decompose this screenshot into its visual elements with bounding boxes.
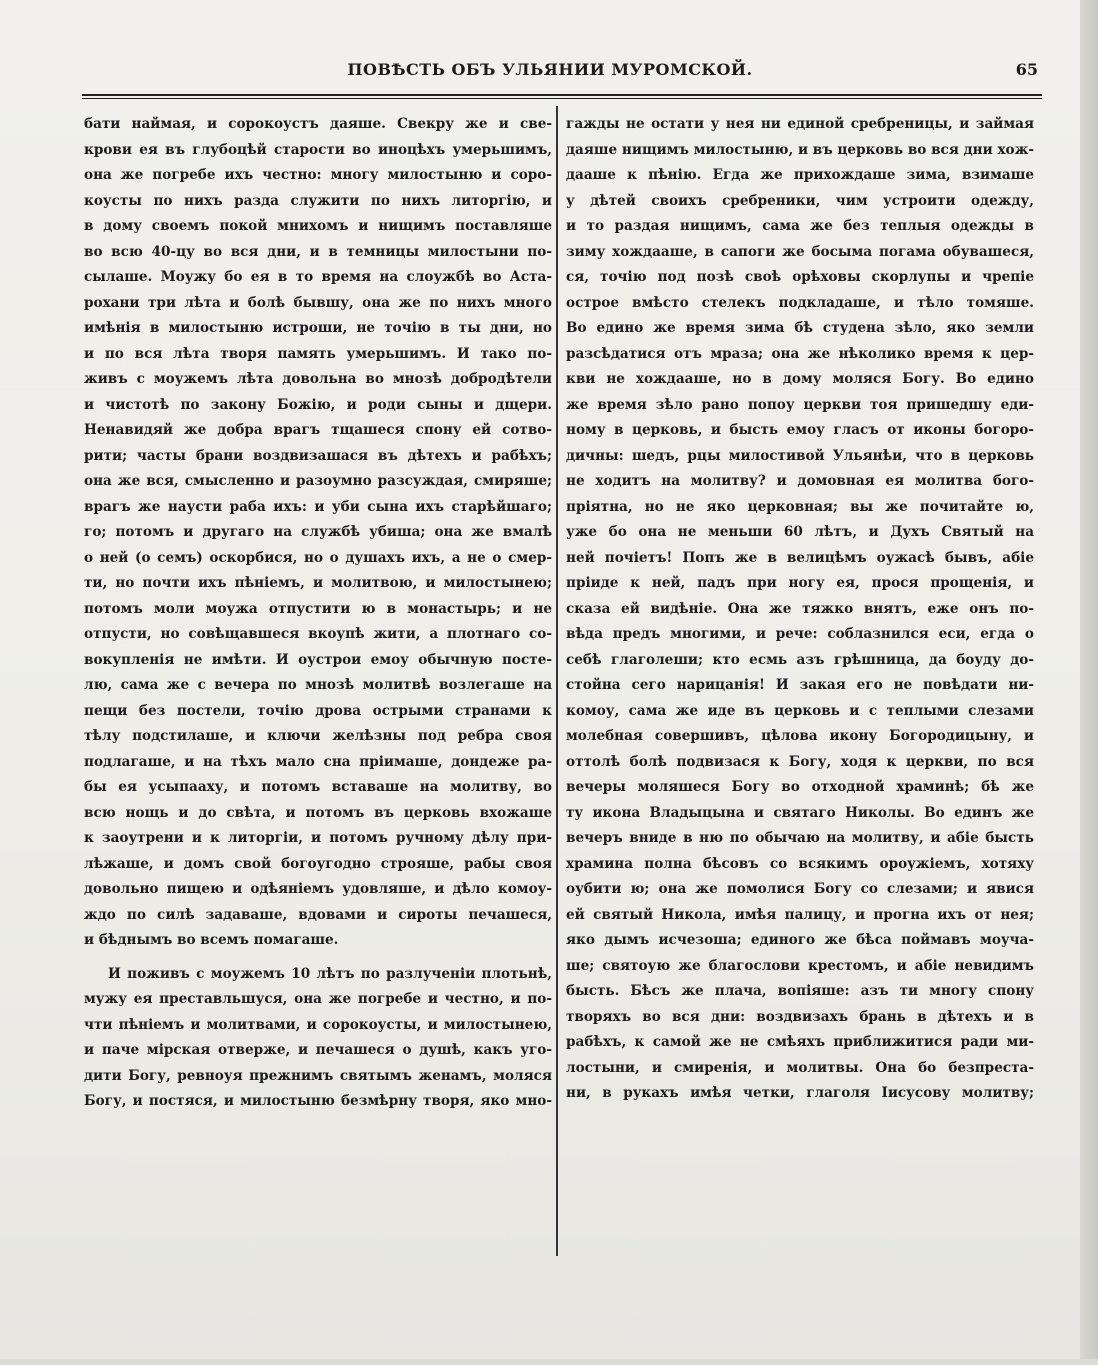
text-line: ни, в рукахъ имѣя четки, глаголя Іисусову молитву;	[566, 1085, 1034, 1101]
text-line: сказа ей видѣніе. Она же тяжко внятъ, еже онъ по-	[566, 600, 1034, 617]
text-line: и чистотѣ по закону Божію, и роди сыны и дщери.	[84, 396, 552, 413]
text-line: Во едино же время зима бѣ студена зѣло, яко земли	[566, 320, 1034, 336]
text-line: зиму хождааше, в сапоги же босыма погама обувашеся,	[566, 243, 1034, 260]
text-line: рабѣхъ, к самой же не смѣяхъ приближитися ради ми-	[566, 1034, 1034, 1050]
text-line: ше; святоую же благослови крестомъ, и абіе невидимъ	[566, 957, 1034, 974]
text-line: острое вмѣсто стелекъ подкладаше, и тѣло томяше.	[566, 294, 1034, 311]
header-rule-thin	[82, 98, 1042, 99]
text-line: вокупленія не имѣти. И оустрои емоу обычную посте-	[84, 651, 552, 668]
text-line: Богу, и постяся, и милостыню безмѣрну творя, яко мно-	[84, 1093, 552, 1109]
text-line: и паче мірская отверже, и печашеся о душѣ, какъ уго-	[84, 1042, 552, 1058]
left-text-column	[84, 112, 552, 1115]
text-line: ей святый Никола, имѣя палицу, и прогна ихъ от нея;	[566, 906, 1034, 923]
text-line: живъ с моужемъ лѣта довольна во мнозѣ добродѣтели	[84, 371, 552, 387]
column-divider	[556, 106, 558, 1256]
text-line: пріиде к ней, падъ при ногу ея, прося прощенія, и	[566, 575, 1034, 591]
text-line: врагъ же наусти раба ихъ: и уби сына ихъ старѣйшаго;	[84, 498, 552, 515]
page-edge-shadow	[1080, 0, 1098, 1365]
text-line: гажды не остати у нея ни единой сребреницы, и займая	[566, 116, 1034, 132]
text-line: же время зѣло рано попоу церкви тоя пришедшу еди-	[566, 396, 1034, 413]
text-line: оубити ю; она же помолися Богу со слезами; и явися	[566, 881, 1034, 897]
text-line: она же вся, смысленно и разоумно разсуждая, смиряше;	[84, 473, 552, 489]
text-line: лю, сама же с вечера по мнозѣ молитвѣ возлегаше на	[84, 677, 552, 693]
text-line: яко дымъ исчезоша; единого же бѣса поймавъ моуча-	[566, 932, 1034, 948]
text-line: пріятна, но не яко церковная; вы же почитайте ю,	[566, 498, 1034, 515]
text-line: мужу ея преставльшуся, она же погребе и честно, и по-	[84, 991, 552, 1007]
page-bottom-edge	[0, 1359, 1098, 1365]
text-line: ждо по силѣ задаваше, вдовами и сироты печашеся,	[84, 906, 552, 923]
text-line: всю нощь и до свѣта, и потомъ въ церковь вхожаше	[84, 804, 552, 821]
text-line: молебная совершивъ, цѣлова икону Богородицыну, и	[566, 728, 1034, 744]
text-line: Ненавидяй же добра врагъ тщашеся спону ей сотво-	[84, 422, 552, 438]
running-header-title: ПОВѢСТЬ ОБЪ УЛЬЯНИИ МУРОМСКОЙ.	[347, 60, 753, 79]
text-line: разсѣдатися отъ мраза; она же нѣколико время к цер-	[566, 345, 1034, 362]
page-number: 65	[1015, 60, 1038, 79]
text-line: к заоутрени и к литоргіи, и потомъ ручному дѣлу при-	[84, 830, 552, 846]
text-line: во всю 40-цу во вся дни, и в темницы милостыни по-	[84, 243, 552, 260]
text-line: отпусти, но совѣщавшеся вкоупѣ жити, а плотнаго со-	[84, 626, 552, 642]
text-line: довольно пищею и одѣяніемъ удовляше, и дѣло комоу-	[84, 881, 552, 897]
text-line: лѣжаше, и домъ свой богоугодно строяше, рабы своя	[84, 855, 552, 872]
text-line: вечеръ вниде в ню по обычаю на молитву, и абіе бысть	[566, 830, 1034, 846]
text-line: кви не хождааше, но в дому моляся Богу. Во едино	[566, 371, 1034, 387]
text-line: и по вся лѣта творя память умерьшимъ. И тако по-	[84, 345, 552, 362]
text-line: подлагаше, и на тѣхъ мало сна пріимаше, дондеже ра-	[84, 753, 552, 770]
text-line: рити; часты брани воздвизашася въ дѣтехъ и рабѣхъ;	[84, 447, 552, 464]
paragraph-gap	[84, 954, 552, 962]
header-rule-thick	[82, 94, 1042, 96]
text-line: потомъ моли моужа отпустити ю в монастырь; и не	[84, 600, 552, 617]
text-line: даяше нищимъ милостыню, и въ церковь во вся дни хож-	[566, 141, 1034, 158]
text-line: стойна сего нарицанія! И закая его не повѣдати ни-	[566, 677, 1034, 693]
text-line: дичны: шедъ, рцы милостивой Ульянѣи, что в церковь	[566, 447, 1034, 464]
text-line: бысть. Бѣсъ же плача, вопіяше: азъ ти многу спону	[566, 983, 1034, 999]
text-line: ся, точію под позѣ своѣ орѣховы скорлупы и чрепіе	[566, 269, 1034, 285]
right-text-column	[566, 112, 1034, 1107]
text-line: оттолѣ болѣ подвизася к Богу, ходя к церкви, по вся	[566, 753, 1034, 770]
text-line: рохани три лѣта и болѣ бывшу, она же по нихъ много	[84, 294, 552, 311]
text-line: вѣда предъ многими, и рече: соблазнился еси, егда о	[566, 626, 1034, 642]
text-line: тѣлу подстилаше, и ключи желѣзны под ребра своя	[84, 728, 552, 744]
text-line: бати наймая, и сорокоустъ даяше. Свекру же и све-	[84, 116, 552, 132]
text-line: пещи без постели, точію дрова острыми странами к	[84, 702, 552, 719]
text-line: себѣ глаголеши; кто есмь азъ грѣшница, да боуду до-	[566, 651, 1034, 668]
text-line: творяхъ во вся дни: воздвизахъ брань в дѣтехъ и в	[566, 1008, 1034, 1025]
text-line: уже бо она не меньши 60 лѣтъ, и Духъ Святый на	[566, 524, 1034, 540]
text-line: и бѣднымъ во всемъ помагаше.	[84, 932, 339, 948]
text-line: комоу, сама же иде въ церковь и с теплыми слезами	[566, 702, 1034, 719]
text-line: и то раздая нищимъ, сама же без теплыя одежды в	[566, 218, 1034, 234]
text-line: не ходитъ на молитву? и домовная ея молитва бого-	[566, 473, 1034, 489]
text-line: коусты по нихъ разда служити по нихъ литоргію, и	[84, 192, 552, 209]
text-line: она же погребе ихъ честно: многу милостыню и соро-	[84, 167, 552, 183]
text-line: ту икона Владыцына и святаго Николы. Во единъ же	[566, 804, 1034, 821]
text-line: лостыни, и смиренія, и молитвы. Она бо безпреста-	[566, 1059, 1034, 1076]
text-line: вечеры моляшеся Богу во отходной храминѣ; бѣ же	[566, 779, 1034, 795]
text-line: ней почіетъ! Попъ же в велицѣмъ оужасѣ бывъ, абіе	[566, 549, 1034, 566]
text-line: ти, но почти ихъ пѣніемъ, и молитвою, и милостынею;	[84, 575, 552, 591]
text-line: ному в церковь, и бысть емоу гласъ от иконы богоро-	[566, 422, 1034, 438]
text-line: крови ея въ глубоцѣй старости во иноцѣхъ умерьшимъ,	[84, 141, 552, 158]
text-line: храмина полна бѣсовъ со всякимъ ороужіемъ, хотяху	[566, 855, 1034, 872]
text-line: в дому своемъ покой мнихомъ и нищимъ поставляше	[84, 218, 552, 234]
text-line: о ней (о семъ) оскорбися, но о душахъ ихъ, а не о смер-	[84, 549, 552, 566]
text-line: И поживъ с моужемъ 10 лѣтъ по разлученіи плотьнѣ,	[108, 965, 552, 982]
text-line: го; потомъ и другаго на службѣ убиша; она же вмалѣ	[84, 524, 552, 540]
text-line: имѣнія в милостыню истроши, не точію в ты дни, но	[84, 320, 552, 336]
text-line: сылаше. Моужу бо ея в то время на слоужбѣ во Аста-	[84, 269, 552, 285]
text-line: чти пѣніемъ и молитвами, и сорокоусты, и милостынею,	[84, 1016, 552, 1033]
text-line: дити Богу, ревноуя прежнимъ святымъ женамъ, моляся	[84, 1067, 552, 1084]
text-line: дааше к пѣнію. Егда же прихождаше зима, взимаше	[566, 167, 1034, 183]
text-line: у дѣтей своихъ сребреники, чим устроити одежду,	[566, 192, 1034, 209]
text-line: бы ея усыпааху, и потомъ вставаше на молитву, во	[84, 779, 552, 795]
